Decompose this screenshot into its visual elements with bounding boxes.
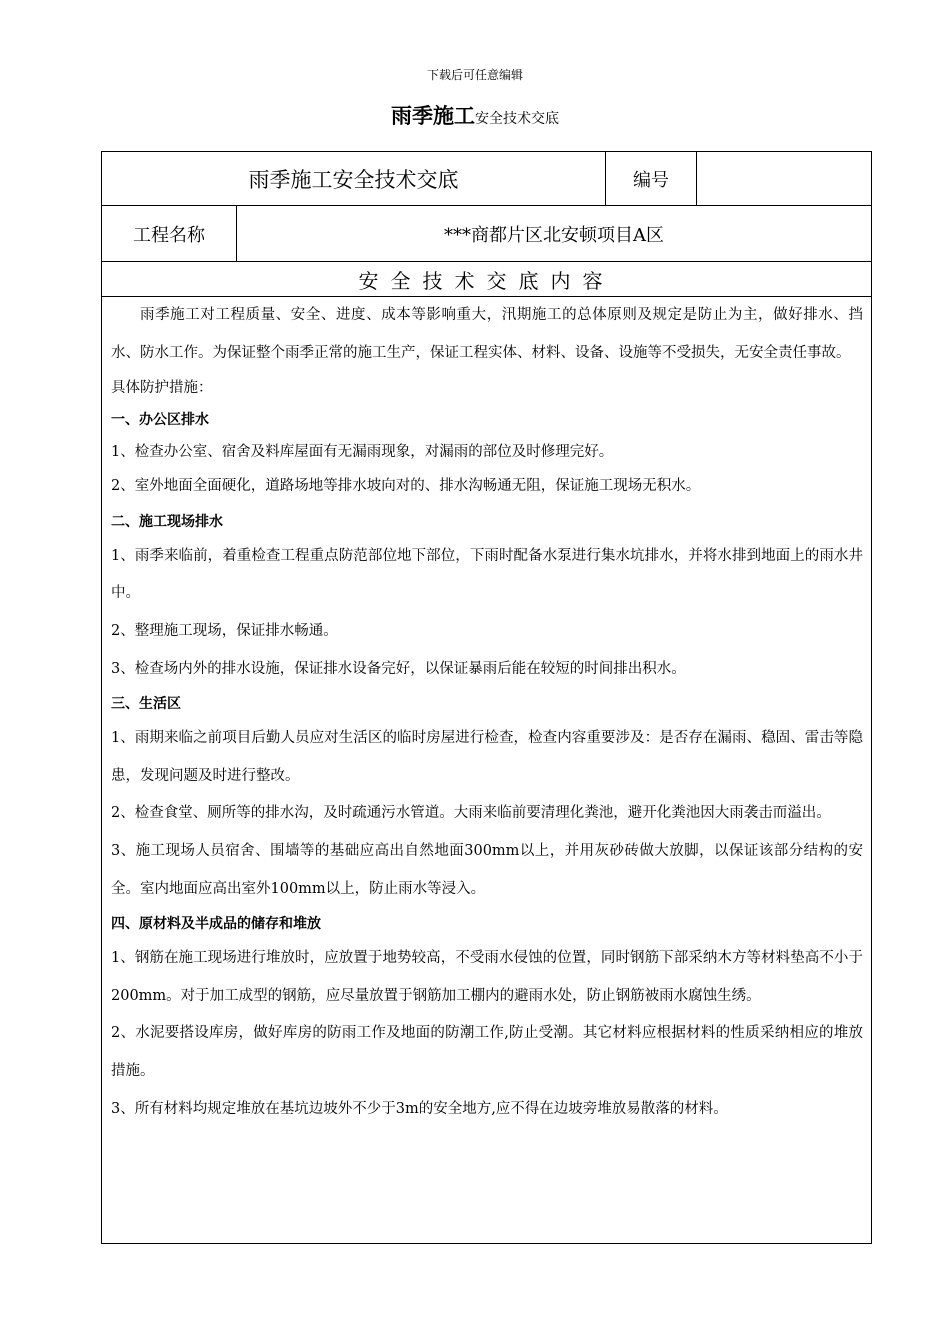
- number-label: 编号: [606, 152, 697, 205]
- section-heading: 一、办公区排水: [111, 412, 209, 429]
- project-name-label: 工程名称: [102, 206, 237, 261]
- list-item: 2、室外地面全面硬化，道路场地等排水坡向对的、排水沟畅通无阻，保证施工现场无积水。: [111, 478, 701, 495]
- content-header: 安全技术交底内容: [358, 268, 615, 293]
- document-title-rest: 安全技术交底: [475, 111, 559, 127]
- disclosure-body: [111, 297, 863, 1128]
- measures-label: 具体防护措施：: [111, 380, 213, 397]
- table-header-row: [102, 152, 871, 206]
- project-row: [102, 206, 871, 262]
- intro-paragraph: 雨季施工对工程质量、安全、进度、成本等影响重大，汛期施工的总体原则及规定是防止为主，做好排水、挡水、防水工作。为保证整个雨季正常的施工生产，保证工程实体、材料、设备、设施等不受损失，无安全责任事故。: [111, 307, 863, 361]
- list-item: 2、整理施工现场，保证排水畅通。: [111, 622, 338, 639]
- list-item: 1、雨期来临之前项目后勤人员应对生活区的临时房屋进行检查，检查内容重要涉及：是否存在漏雨、稳固、雷击等隐患，发现问题及时进行整改。: [111, 730, 863, 784]
- list-item: 1、雨季来临前，着重检查工程重点防范部位地下部位，下雨时配备水泵进行集水坑排水，并将水排到地面上的雨水井中。: [111, 547, 863, 602]
- section-heading: 四、原材料及半成品的储存和堆放: [111, 916, 321, 933]
- content-header-row: [102, 262, 871, 297]
- list-item: 2、检查食堂、厕所等的排水沟，及时疏通污水管道。大雨来临前要清理化粪池，避开化粪池因大雨袭击而溢出。: [111, 805, 831, 822]
- list-item: 3、检查场内外的排水设施，保证排水设备完好，以保证暴雨后能在较短的时间排出积水。: [111, 660, 686, 677]
- number-value: [697, 152, 871, 205]
- list-item: 1、检查办公室、宿舍及料库屋面有无漏雨现象，对漏雨的部位及时修理完好。: [111, 444, 614, 461]
- top-note: 下载后可任意编辑: [426, 68, 523, 82]
- document-title: [0, 100, 950, 130]
- list-item: 3、所有材料均规定堆放在基坑边坡外不少于3m的安全地方,应不得在边坡旁堆放易散落的材料。: [111, 1100, 728, 1117]
- list-item: 3、施工现场人员宿舍、围墙等的基础应高出自然地面300mm以上，并用灰砂砖做大放脚，以保证该部分结构的安全。室内地面应高出室外100mm以上，防止雨水等浸入。: [111, 842, 863, 897]
- list-item: 1、钢筋在施工现场进行堆放时，应放置于地势较高，不受雨水侵蚀的位置，同时钢筋下部采纳木方等材料垫高不小于200mm。对于加工成型的钢筋，应尽量放置于钢筋加工棚内的避雨水处，防止钢筋被雨水腐蚀生绣。: [111, 950, 863, 1004]
- document-title-bold: 雨季施工: [391, 104, 475, 128]
- project-name-value: ***商都片区北安顿项目A区: [444, 224, 664, 246]
- list-item: 2、水泥要搭设库房，做好库房的防雨工作及地面的防潮工作,防止受潮。其它材料应根据材料的性质采纳相应的堆放措施。: [111, 1025, 863, 1079]
- disclosure-table: [101, 151, 872, 1244]
- section-heading: 三、生活区: [111, 696, 181, 713]
- table-title: 雨季施工安全技术交底: [102, 152, 606, 205]
- section-heading: 二、施工现场排水: [111, 513, 223, 530]
